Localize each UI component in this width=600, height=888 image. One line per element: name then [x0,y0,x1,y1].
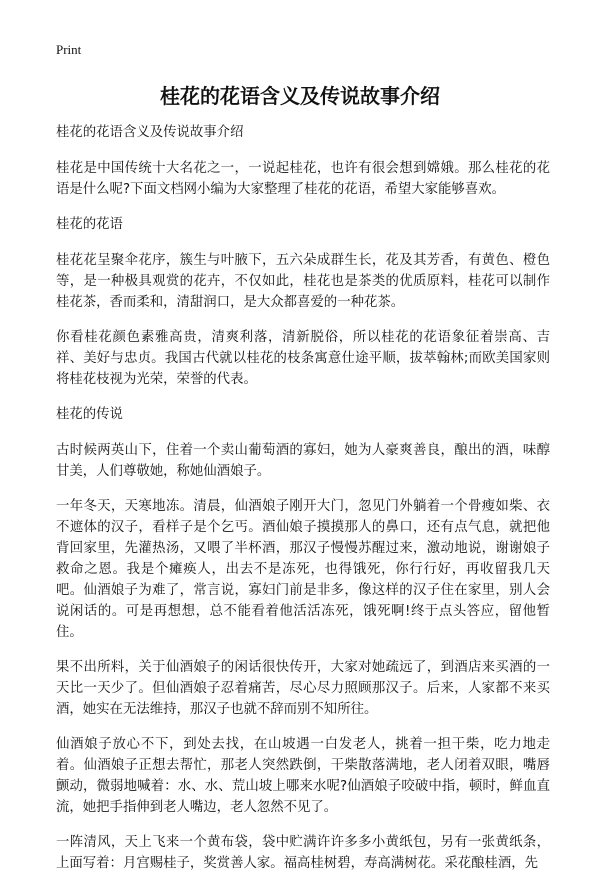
body-paragraph: 古时候两英山下，住着一个卖山葡萄酒的寡妇，她为人豪爽善良，酿出的酒，味醇甘美，人们尊敬她，称她仙酒娘子。 [56,443,550,479]
body-paragraph: 果不出所料，关于仙酒娘子的闲话很快传开，大家对她疏远了，到酒店来买酒的一天比一天少了。但仙酒娘子忍着痛苦，尽心尽力照顾那汉子。后来，人家都不来买酒，她实在无法维持，那汉子也就不辞而别不知所往。 [56,660,550,717]
body-paragraph: 一阵清风，天上飞来一个黄布袋，袋中贮满许许多多小黄纸包，另有一张黄纸条，上面写着：月宫赐桂子，奖赏善人家。福高桂树碧，寿高满树花。采花酿桂酒，先 [56,835,550,871]
subtitle-paragraph: 桂花的花语含义及传说故事介绍 [56,125,244,140]
intro-paragraph: 桂花是中国传统十大名花之一，一说起桂花，也许有很会想到嫦娥。那么桂花的花语是什么呢?下面文档网小编为大家整理了桂花的花语，希望大家能够喜欢。 [56,161,550,197]
section-heading-legend: 桂花的传说 [56,407,123,422]
body-paragraph: 桂花花呈聚伞花序，簇生与叶腋下，五六朵成群生长，花及其芳香，有黄色、橙色等，是一种极具观赏的花卉，不仅如此，桂花也是茶类的优质原料，桂花可以制作桂花茶，香而柔和，清甜润口，是大众都喜爱的一种花茶。 [56,253,550,310]
document-body [56,122,550,888]
body-paragraph: 仙酒娘子放心不下，到处去找，在山坡遇一白发老人，挑着一担干柴，吃力地走着。仙酒娘子正想去帮忙，那老人突然跌倒，干柴散落满地，老人闭着双眼，嘴唇颤动，微弱地喊着：水、水、荒山坡上哪来水呢?仙酒娘子咬破中指，顿时，鲜血直流，她把手指伸到老人嘴边，老人忽然不见了。 [56,737,550,815]
body-paragraph: 一年冬天，天寒地冻。清晨，仙酒娘子刚开大门，忽见门外躺着一个骨瘦如柴、衣不遮体的汉子，看样子是个乞丐。酒仙娘子摸摸那人的鼻口，还有点气息，就把他背回家里，先灌热汤，又喂了半杯酒，那汉子慢慢苏醒过来，激动地说，谢谢娘子救命之恩。我是个瘫痪人，出去不是冻死，也得饿死，你行行好，再收留我几天吧。仙酒娘子为难了，常言说，寡妇门前是非多，像这样的汉子住在家里，别人会说闲话的。可是再想想，总不能看着他活活冻死，饿死啊!终于点头答应，留他暂住。 [56,499,550,640]
document-title: 桂花的花语含义及传说故事介绍 [160,84,440,108]
print-link[interactable]: Print [56,42,82,57]
body-paragraph: 你看桂花颜色素雅高贵，清爽利落，清新脱俗，所以桂花的花语象征着崇高、吉祥、美好与忠贞。我国古代就以桂花的枝条寓意仕途平顺，拔萃翰林;而欧美国家则将桂花枝视为光荣，荣誉的代表。 [56,330,550,387]
section-heading-flower-language: 桂花的花语 [56,217,123,232]
